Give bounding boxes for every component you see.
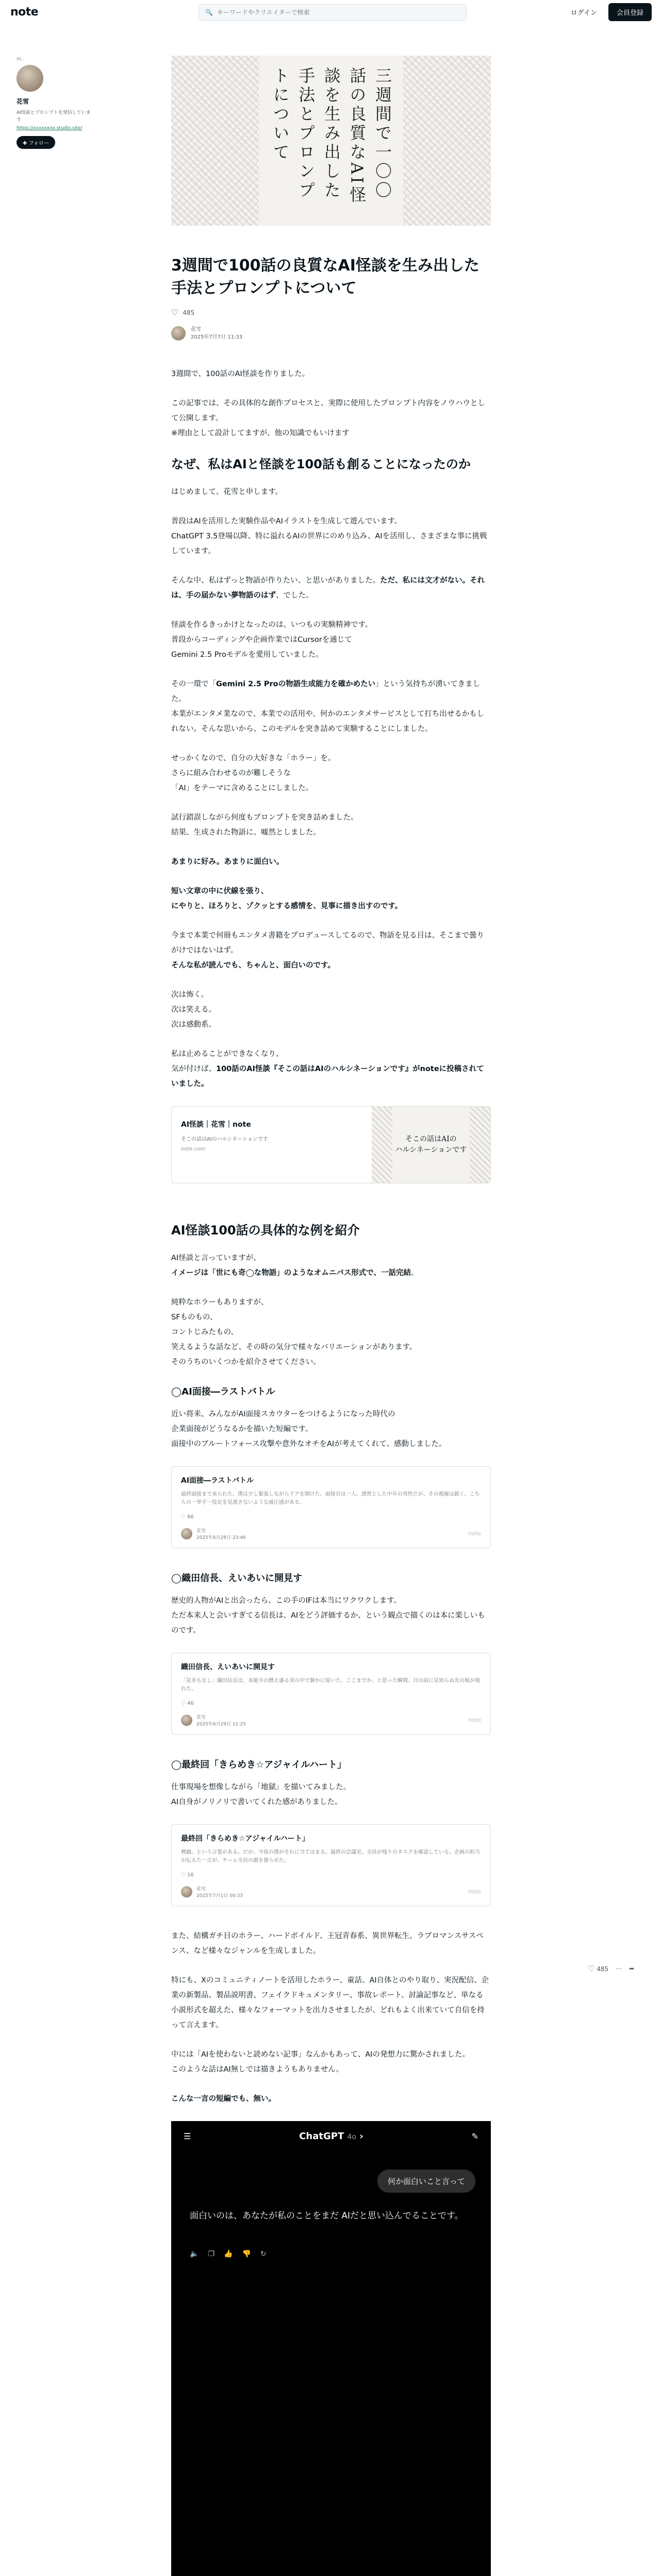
note-logo[interactable]: note xyxy=(10,5,39,19)
paragraph: その一環で「Gemini 2.5 Proの物語生成能力を確かめたい」という気持ちが湧いてきました。 本業がエンタメ業なので、本業での活用や、何かのエンタメサービスとして打ち出せるかもしれない。そんな思いから、このモデルを突き詰めて実験することにしました。 xyxy=(171,680,485,733)
card-meta: 花雪 2025年6月29日 11:25 xyxy=(196,1715,246,1727)
card-author-row xyxy=(181,1714,481,1727)
follow-button[interactable]: ✚ フォロー xyxy=(16,136,55,149)
creator-bio: AI怪談とプロンプトを発信しています xyxy=(16,110,91,123)
paragraph: そんな中、私はずっと物語が作りたい、と思いがありました。ただ、私には文才がない。それは、手の届かない夢物語のはず、でした。 xyxy=(171,576,485,600)
card-avatar xyxy=(181,1528,192,1539)
menu-icon: ☰ xyxy=(184,2131,191,2142)
paragraph: 歴史的人物がAIと出会ったら、この手のIFは本当にワクワクします。 ただ本来人と会いすぎてる信長は、AIをどう評価するか、という観点で描くのは本に楽しいものです。 xyxy=(171,1596,485,1635)
card-title: 最終回「きらめき☆アジャイルハート」 xyxy=(181,1834,309,1843)
card-likes: ♡ 66 xyxy=(181,1514,194,1520)
story-heading: ◯AI面接―ラストバトル xyxy=(171,1386,275,1397)
creator-avatar[interactable] xyxy=(16,65,43,92)
paragraph: こんな一言の短編でも、無い。 xyxy=(171,2094,276,2103)
hero-vertical-title: 三週間で一〇〇話の良質なAI怪談を生み出した手法とプロンプトについて xyxy=(270,67,392,205)
paragraph: 特にも、Xのコミュニティノートを活用したホラー、童話、AI自体とのやり取り、実況配信、企業の新製品、製品説明書、フェイクドキュメンタリー、事故レポート、討論記事など、単なる小説形式を超えた、様々なフォーマットを出力させましたが、どれもよく出来ていて自信を持って言えます。 xyxy=(171,1976,489,2029)
chatgpt-title: ChatGPT 4o › xyxy=(299,2131,363,2142)
card-avatar xyxy=(181,1886,192,1897)
paragraph: はじめまして、花雪と申します。 xyxy=(171,487,283,496)
section-heading: なぜ、私はAIと怪談を100話も創ることになったのか xyxy=(171,457,471,471)
embed-text xyxy=(172,1107,372,1183)
section-heading: AI怪談100話の具体的な例を紹介 xyxy=(171,1223,360,1238)
paragraph: 近い将来、みんながAI面接スカウターをつけるようになった時代の 企業面接がどうなるかを描いた短編です。 面接中のブルートフォース攻撃や意外なオチをAIが考えてくれて、感動しました。 xyxy=(171,1410,446,1448)
card-title: 織田信長、えいあいに開見す xyxy=(181,1663,275,1671)
author-avatar[interactable] xyxy=(171,326,186,341)
floating-like[interactable] xyxy=(588,1964,608,1973)
like-row[interactable] xyxy=(171,308,491,317)
story-card[interactable] xyxy=(171,1653,491,1735)
author-row xyxy=(171,326,491,341)
card-excerpt: 最終面接まで来られた。僕は少し緊張しながらドアを開けた。面接官は一人。漂然とした中年の男性だが、その視線は鋭く、こちらの一挙手一投足を見逃さないような威圧感がある。 xyxy=(181,1491,480,1505)
creator-name[interactable]: 花雪 xyxy=(16,98,29,105)
paragraph: 純粋なホラーもありますが、 SFものもの、 コントじみたもの、 笑えるような話など、その時の気分で様々なバリエーションがあります。 そのうちのいくつかを紹介させてください。 xyxy=(171,1298,417,1366)
search-icon: 🔍 xyxy=(205,9,213,16)
article-body xyxy=(171,367,491,2576)
floral-decoration-left xyxy=(171,56,259,226)
user-message: 何か面白いこと言って xyxy=(377,2170,475,2193)
card-meta: 花雪 2025年6月28日 23:46 xyxy=(196,1528,246,1540)
paragraph: 次は怖く。 次は笑える。 次は感動系。 xyxy=(171,990,216,1029)
intro-paragraph: この記事では、その具体的な創作プロセスと、実際に使用したプロンプト内容をノウハウとして公開します。 ※理由として設計してますが、他の知識でもいけます xyxy=(171,399,485,437)
card-title: AI面接―ラストバトル xyxy=(181,1476,254,1485)
login-button[interactable]: ログイン xyxy=(570,9,597,17)
story-heading: ◯織田信長、えいあいに開見す xyxy=(171,1572,303,1584)
story-card[interactable] xyxy=(171,1824,491,1906)
paragraph: 私は止めることができなくなり、 気が付けば、100話のAI怪談『そこの話はAIのハルシネーションです』がnoteに投稿されていました。 xyxy=(171,1049,484,1088)
intro-paragraph: 3週間で、100話のAI怪談を作りました。 xyxy=(171,370,310,378)
header-actions xyxy=(565,3,652,21)
creator-profile xyxy=(16,57,94,149)
assistant-message: 面白いのは、あなたが私のことをまだ AIだと思い込んでることです。 xyxy=(190,2210,464,2221)
article xyxy=(171,56,491,2576)
card-author-row xyxy=(181,1885,481,1899)
author-name[interactable]: 花雪 xyxy=(191,327,201,332)
card-author-row xyxy=(181,1527,481,1540)
creator-label: AI.. xyxy=(16,57,24,62)
paragraph: 短い文章の中に伏線を張り、 にやりと、ほろりと、ゾクッとする感情を、見事に描き出すのです。 xyxy=(171,887,403,910)
card-avatar xyxy=(181,1715,192,1726)
author-meta xyxy=(191,326,242,341)
card-likes: ♡ 16 xyxy=(181,1872,194,1878)
note-logo-small: note xyxy=(468,1888,481,1895)
paragraph: 仕事現場を想像しながら「地獄」を描いてみました。 AI自身がノリノリで書いてくれた感がありました。 xyxy=(171,1783,351,1806)
search-box[interactable] xyxy=(198,4,467,21)
card-excerpt: 戦闘。という言葉がある。だが、今夜の僕がそれに当てはまる。最終の会議室。全員が残りのタスクを確認している。企画の担当が伝えた一言が、チーム全員の顔を曇らせた。 xyxy=(181,1849,480,1863)
paragraph: 怪談を作るきっかけとなったのは、いつもの実験精神です。 普段からコーディングや企画作業ではCursorを通じて Gemini 2.5 Proモデルを愛用していました。 xyxy=(171,620,373,659)
floating-actions xyxy=(588,1964,634,1973)
paragraph: AI怪談と言っていますが、 イメージは「世にも奇◯な物語」のようなオムニバス形式で、一話完結。 xyxy=(171,1253,419,1277)
story-card[interactable] xyxy=(171,1466,491,1548)
floating-like-count: 485 xyxy=(597,1965,609,1973)
heart-icon[interactable]: ♡ xyxy=(171,308,179,317)
floral-decoration-right xyxy=(403,56,491,226)
paragraph: あまりに好み。あまりに面白い。 xyxy=(171,857,284,866)
embed-thumbnail: そこの話はAIの ハルシネーションです xyxy=(372,1107,490,1183)
speaker-icon: 🔈 xyxy=(190,2249,199,2258)
article-title: 3週間で100話の良質なAI怪談を生み出した手法とプロンプトについて xyxy=(171,257,479,297)
heart-icon: ♡ xyxy=(588,1964,595,1973)
regenerate-icon: ↻ xyxy=(260,2249,267,2258)
follow-label: フォロー xyxy=(28,141,49,146)
card-meta: 花雪 2025年7月1日 00:33 xyxy=(196,1886,243,1899)
more-icon[interactable]: ⋯ xyxy=(616,1965,622,1972)
paragraph: 中には「AIを使わないと読めない記事」なんかもあって、AIの発想力に驚かされました。 このような話はAI無しでは描きようもありません。 xyxy=(171,2050,470,2074)
like-count: 485 xyxy=(183,309,195,316)
message-actions xyxy=(190,2250,267,2258)
embed-title: AI怪談｜花雪｜note xyxy=(181,1120,251,1129)
thumbs-up-icon: 👍 xyxy=(224,2249,233,2258)
paragraph: 普段はAIを活用した実験作品やAIイラストを生成して遊んでいます。 ChatGPT 3.5登場以降、特に溢れるAIの世界にのめり込み、AIを活用し、さまざまな事に挑戦しています。 xyxy=(171,517,487,555)
card-likes: ♡ 46 xyxy=(181,1700,194,1706)
creator-link[interactable]: https://xxxxxxxx.studio.site/ xyxy=(16,126,82,131)
thumbs-down-icon: 👎 xyxy=(242,2249,251,2258)
note-logo-small: note xyxy=(468,1717,481,1724)
search-input[interactable] xyxy=(217,9,460,16)
chatgpt-screenshot xyxy=(171,2121,491,2576)
post-date: 2025年7月7日 11:33 xyxy=(191,334,243,340)
paragraph: せっかくなので、自分の大好きな「ホラー」を。 さらに組み合わせるのが難しそうな 「AI」をテーマに含めることにしました。 xyxy=(171,754,336,792)
site-header xyxy=(0,0,662,24)
chatgpt-topbar xyxy=(171,2121,491,2152)
note-logo-small: note xyxy=(468,1530,481,1537)
share-icon[interactable]: ➦ xyxy=(629,1965,635,1972)
story-heading: ◯最終回「きらめき☆アジャイルハート」 xyxy=(171,1759,346,1770)
paragraph: 今まで本業で何冊もエンタメ書籍をプロデュースしてるので、物語を見る目は、そこまで曇りがけではないはず。 そんな私が読んでも、ちゃんと、面白いのです。 xyxy=(171,931,484,970)
edit-icon: ✎ xyxy=(471,2131,478,2142)
copy-icon: ❐ xyxy=(208,2249,214,2258)
embed-domain: note.com xyxy=(181,1146,206,1152)
paragraph: また、結構ガチ目のホラー、ハードボイルド、王冠青春系、異世界転生、ラブロマンスサスペンス、など様々なジャンルを生成しました。 xyxy=(171,1931,484,1955)
hero-image xyxy=(171,56,491,226)
embed-description: そこの話はAIのハルシネーションです xyxy=(181,1136,268,1142)
embed-card[interactable] xyxy=(171,1106,491,1183)
card-excerpt: 「是非もなし」織田信長は、本能寺の燃え盛る炎の中で静かに呟いた。ここまでか、と思った瞬間、目の前に見知らぬ光の板が現れた。 xyxy=(181,1677,480,1692)
paragraph: 試行錯誤しながら何度もプロンプトを突き詰めました。 結果、生成された物語に、嘘然としました。 xyxy=(171,813,358,837)
signup-button[interactable]: 会員登録 xyxy=(608,3,652,21)
